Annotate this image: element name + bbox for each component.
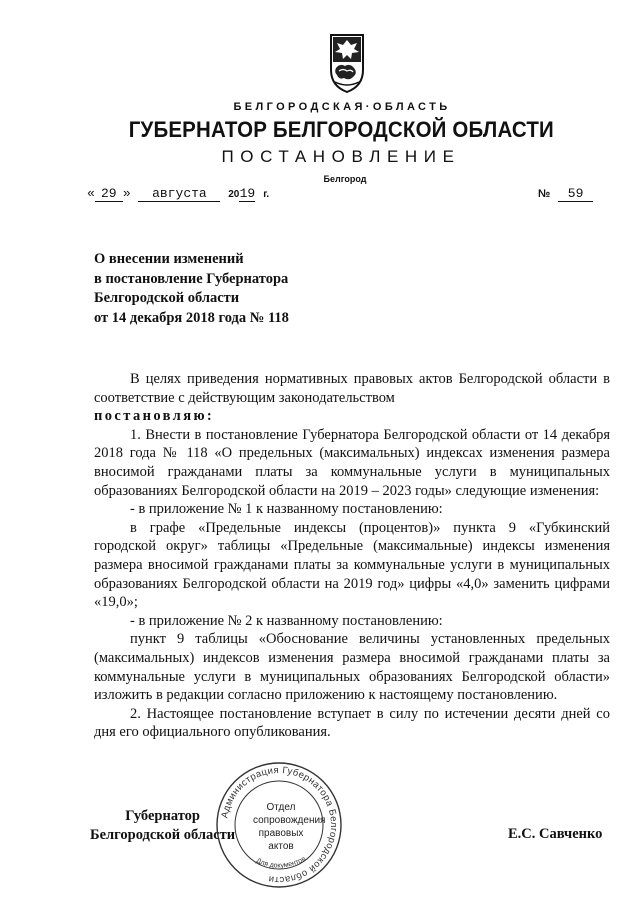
stamp-inner-text <box>253 801 326 853</box>
city-label: Белгород <box>323 174 367 184</box>
stamp-inner-line: сопровождения <box>253 815 326 826</box>
stamp-inner-line: Отдел <box>266 802 296 813</box>
document-number <box>538 186 593 202</box>
date-year-mark: г. <box>263 189 270 200</box>
stamp-bottom-text: Для документов <box>254 855 307 870</box>
region-heading: БЕЛГОРОДСКАЯ·ОБЛАСТЬ <box>233 101 451 113</box>
document-date <box>87 186 269 202</box>
date-year-prefix: 20 <box>228 189 240 200</box>
stamp-inner-line: правовых <box>258 828 304 839</box>
subject-line: Белгородской области <box>94 290 240 306</box>
date-open-quote: « <box>87 186 95 201</box>
paragraph-6: 2. Настоящее постановление вступает в силу по истечении десяти дней со дня его официального опубликования. <box>94 705 610 741</box>
document-body <box>94 370 610 742</box>
subject-line: в постановление Губернатора <box>94 270 289 287</box>
stamp-inner-line: актов <box>268 841 294 852</box>
paragraph-4: - в приложение № 2 к названному постановлению: <box>130 612 443 629</box>
subject-line: О внесении изменений <box>94 251 244 267</box>
subject-line: от 14 декабря 2018 года № 118 <box>94 309 289 326</box>
coat-of-arms-icon <box>325 32 369 94</box>
number-label: № <box>538 188 551 200</box>
paragraph-5: пункт 9 таблицы «Обоснование величины установленных предельных (максимальных) индексов изменения размера вносимой гражданами платы за коммунальные услуги в муниципальных образованиях Белгородской области» изложить в редакции согласно приложению к настоящему постановлению. <box>94 631 610 704</box>
date-day: 29 <box>95 186 123 202</box>
stamp-ring-text: Администрация Губернатора Белгородской области <box>219 764 340 886</box>
document-subject <box>94 250 289 328</box>
paragraph-1: 1. Внести в постановление Губернатора Белгородской области от 14 декабря 2018 года № 118 «О предельных (максимальных) индексах изменения размера вносимой гражданами платы за коммунальные услуги в муниципальных образованиях Белгородской области на 2019 – 2023 годы» следующие изменения: <box>94 426 610 499</box>
paragraph-2: - в приложение № 1 к названному постановлению: <box>130 501 443 518</box>
date-close-quote: » <box>122 186 131 201</box>
document-type-heading: ПОСТАНОВЛЕНИЕ <box>221 147 461 166</box>
signatory-title-line: Белгородской области <box>90 827 236 843</box>
svg-text:Для документов <box>255 855 307 869</box>
directive-word: постановляю: <box>94 408 215 425</box>
intro-paragraph: В целях приведения нормативных правовых актов Белгородской области в соответствие с действующим законодательством <box>94 371 610 406</box>
governor-heading: ГУБЕРНАТОР БЕЛГОРОДСКОЙ ОБЛАСТИ <box>128 117 554 142</box>
number-value: 59 <box>558 186 593 202</box>
paragraph-3: в графе «Предельные индексы (процентов)» пункта 9 «Губкинский городской округ» таблицы «Предельные (максимальные) индексы изменения размера вносимой гражданами платы за коммунальные услуги в муниципальных образованиях Белгородской области на 2019 год» цифры «4,0» заменить цифрами «19,0»; <box>94 519 610 611</box>
signatory-title-line: Губернатор <box>125 808 200 824</box>
date-month: августа <box>138 186 220 202</box>
signatory-name: Е.С. Савченко <box>508 826 603 842</box>
date-year-suffix: 19 <box>239 186 256 201</box>
